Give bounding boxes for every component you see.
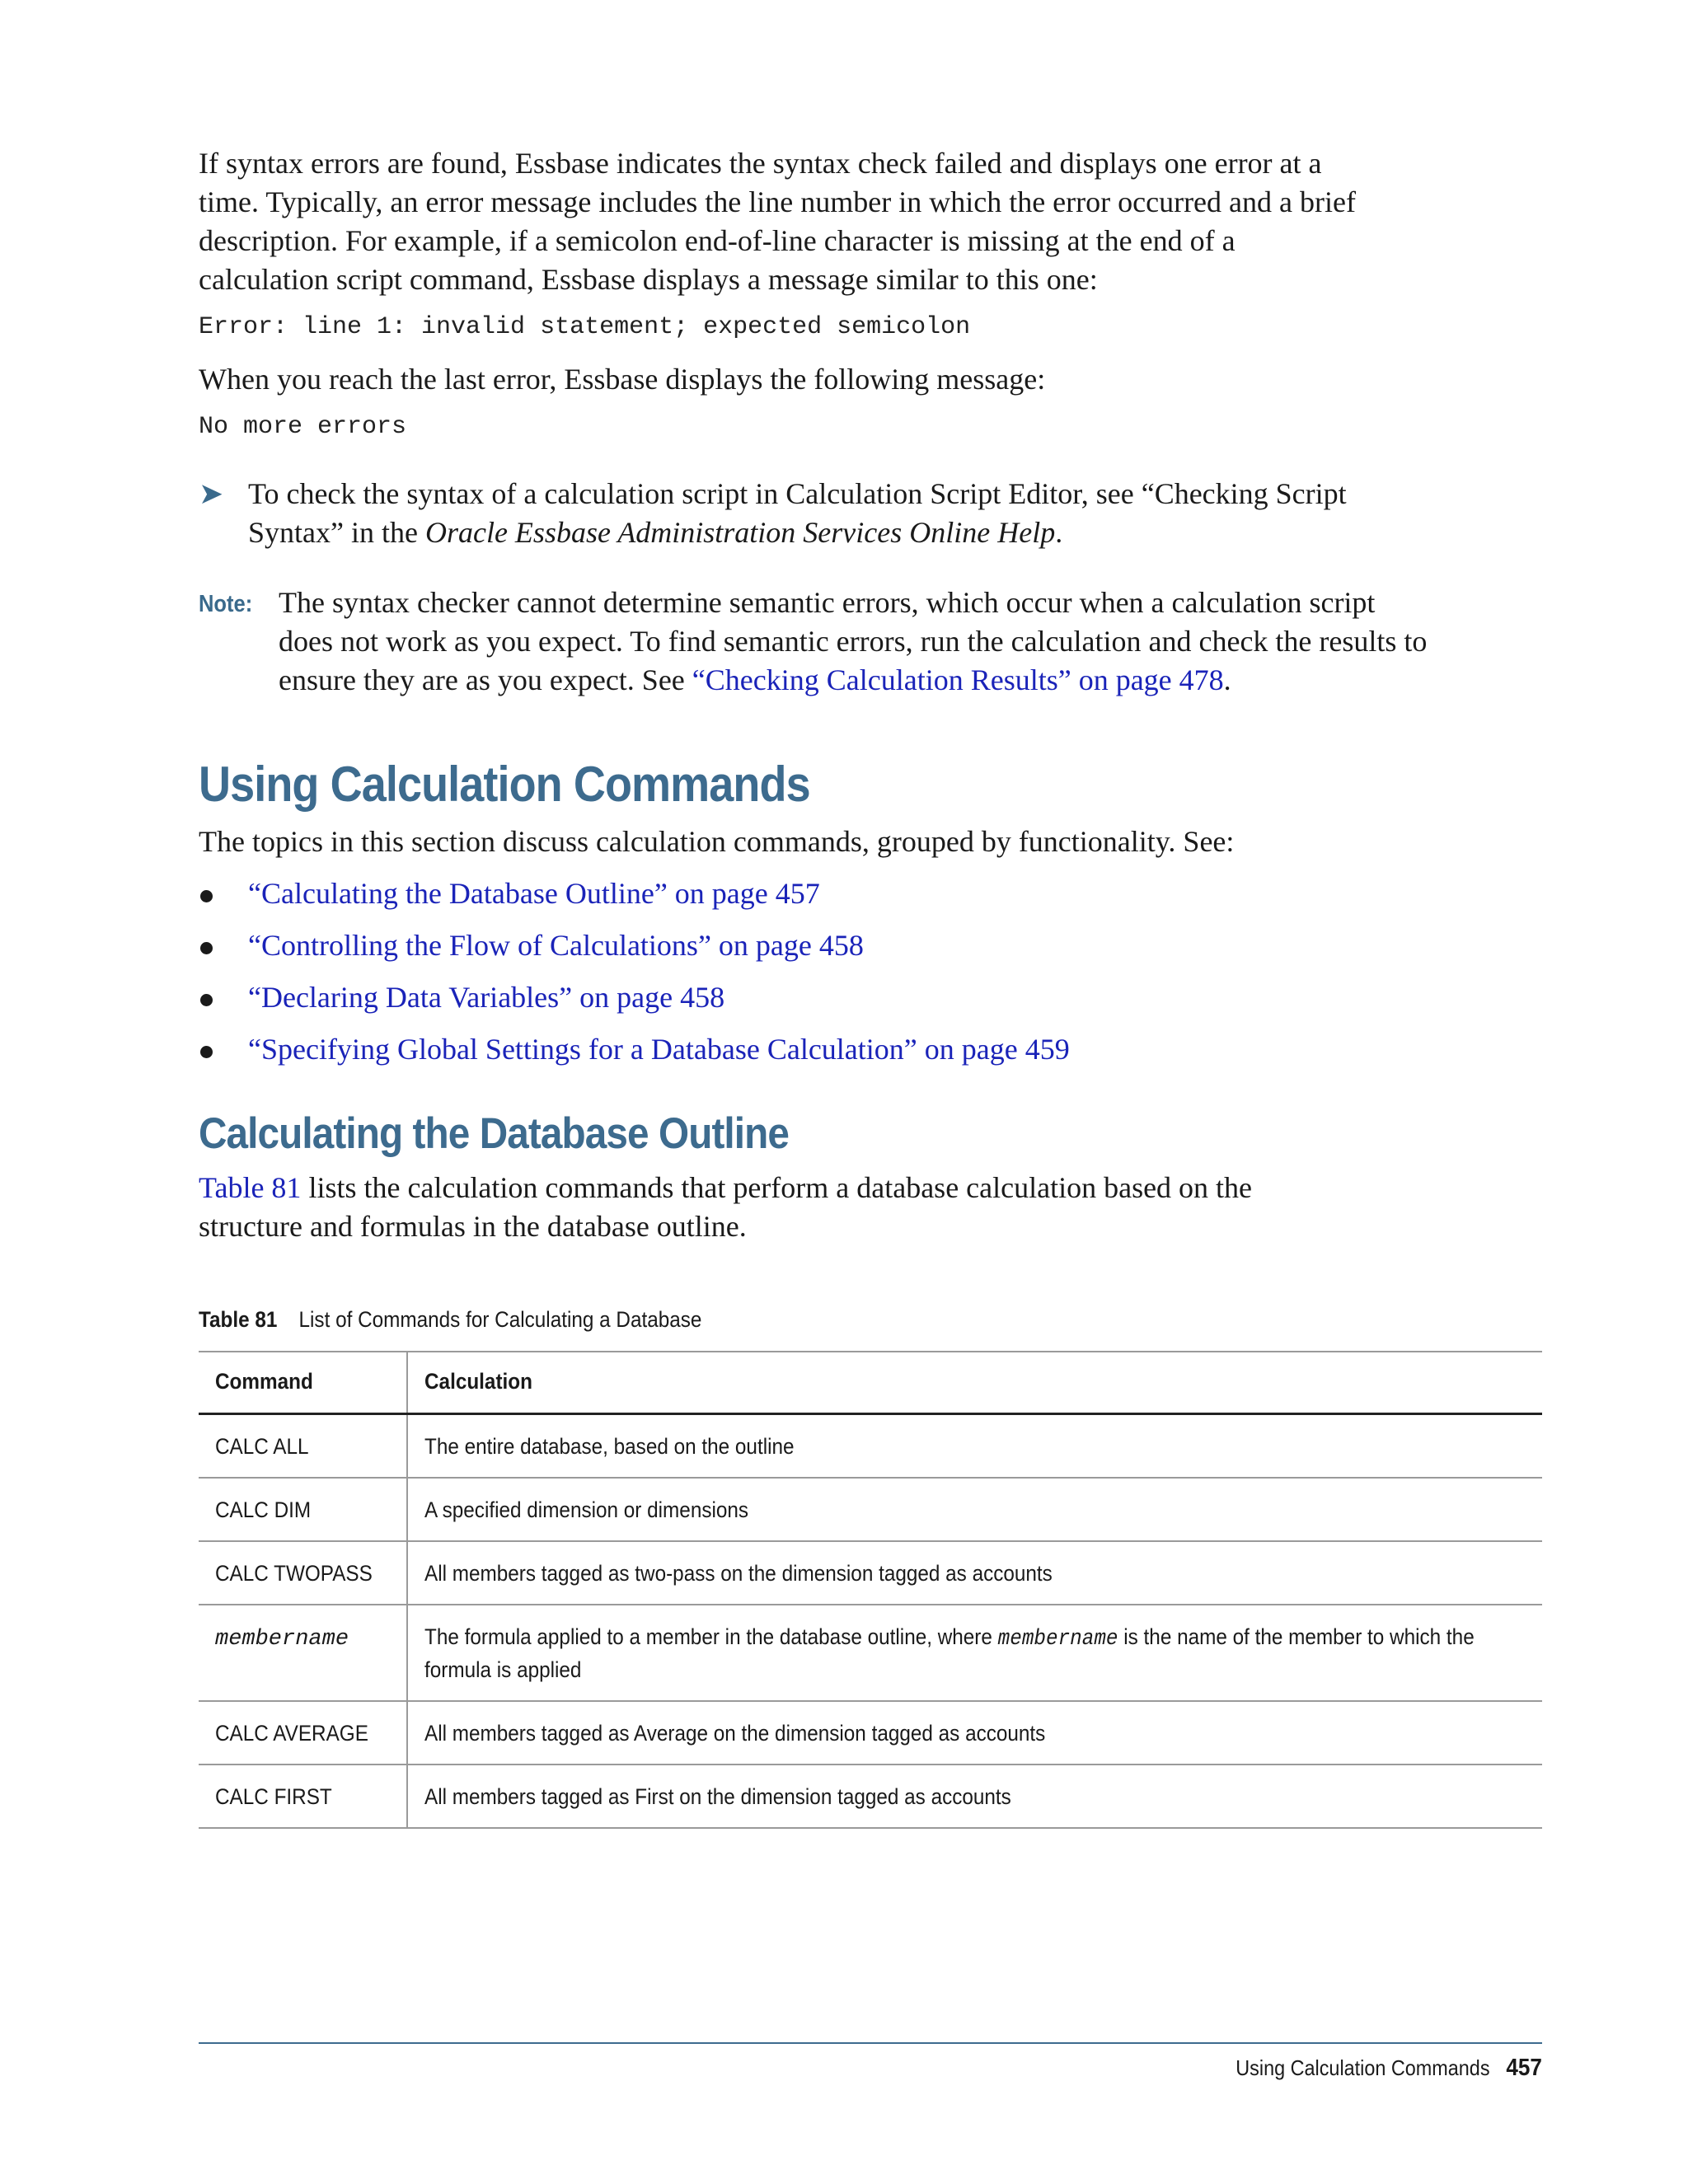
command-cell: CALC FIRST <box>199 1765 407 1828</box>
table-caption-title: List of Commands for Calculating a Database <box>298 1307 702 1332</box>
table-row <box>199 1541 1542 1605</box>
footer-text <box>1236 2055 1542 2082</box>
document-page <box>199 144 1542 1829</box>
topic-link[interactable]: “Declaring Data Variables” on page 458 <box>248 981 725 1014</box>
footer-section-name: Using Calculation Commands <box>1236 2055 1490 2080</box>
topic-link-list <box>199 874 1542 1069</box>
calculation-cell: A specified dimension or dimensions <box>407 1478 1542 1541</box>
calculation-cell: The entire database, based on the outline <box>407 1414 1542 1479</box>
list-item <box>199 926 1542 965</box>
section-title: Using Calculation Commands <box>199 757 810 812</box>
command-cell: CALC AVERAGE <box>199 1701 407 1765</box>
calculation-cell: The formula applied to a member in the database outline, where membername is the name of the member to which the formula is applied <box>407 1605 1542 1701</box>
procedure-text-end: . <box>1055 516 1063 549</box>
bullet-icon <box>200 890 213 902</box>
bullet-icon <box>200 942 213 954</box>
calculation-cell: All members tagged as Average on the dimension tagged as accounts <box>407 1701 1542 1765</box>
topic-link[interactable]: “Controlling the Flow of Calculations” on page 458 <box>248 929 864 962</box>
list-item <box>199 978 1542 1017</box>
command-cell: CALC TWOPASS <box>199 1541 407 1605</box>
commands-table <box>199 1351 1542 1829</box>
last-error-paragraph: When you reach the last error, Essbase displays the following message: <box>199 363 1046 396</box>
table-header-row <box>199 1352 1542 1414</box>
calculation-cell: All members tagged as First on the dimension tagged as accounts <box>407 1765 1542 1828</box>
footer-page-number: 457 <box>1506 2055 1542 2081</box>
table-row <box>199 1701 1542 1765</box>
table-row <box>199 1765 1542 1828</box>
table-caption <box>199 1307 1408 1333</box>
section-intro: The topics in this section discuss calculation commands, grouped by functionality. See: <box>199 825 1235 858</box>
note-block <box>199 583 1432 700</box>
note-text-end: . <box>1223 663 1231 696</box>
calculation-cell: All members tagged as two-pass on the dimension tagged as accounts <box>407 1541 1542 1605</box>
subsection-title: Calculating the Database Outline <box>199 1109 790 1158</box>
procedure-help-title: Oracle Essbase Administration Services Online Help <box>424 516 1056 549</box>
column-header-command: Command <box>199 1352 407 1414</box>
note-text-start: The syntax checker cannot determine semantic errors, which occur when a calculation script does not work as you expect. To find semantic errors, run the calculation and check the results to ensure they are as you expect. See <box>279 586 1428 696</box>
intro-paragraph: If syntax errors are found, Essbase indicates the syntax check failed and displays one error at a time. Typically, an error message includes the line number in which the error occurred and a brief description. For example, if a semicolon end-of-line character is missing at the end of a calculation script command, Essbase displays a message similar to this one: <box>199 147 1356 296</box>
bullet-icon <box>200 994 213 1006</box>
bullet-icon <box>200 1046 213 1058</box>
table-row <box>199 1414 1542 1479</box>
list-item <box>199 1030 1542 1069</box>
column-header-calculation: Calculation <box>407 1352 1542 1414</box>
procedure-text-start: To check the syntax of a calculation script in Calculation Script Editor, see “Checking Script Syntax” in the <box>248 477 1347 549</box>
command-cell: membername <box>199 1605 407 1701</box>
table-caption-number: Table 81 <box>199 1307 278 1332</box>
table-81-link[interactable]: Table 81 <box>199 1171 302 1204</box>
command-cell: CALC ALL <box>199 1414 407 1479</box>
subsection-paragraph-text: lists the calculation commands that perform a database calculation based on the structure and formulas in the database outline. <box>199 1171 1253 1243</box>
list-item <box>199 874 1542 913</box>
topic-link[interactable]: “Specifying Global Settings for a Database Calculation” on page 459 <box>248 1033 1070 1066</box>
subsection-paragraph <box>199 1169 1361 1246</box>
procedure-step <box>199 475 1402 552</box>
page-footer <box>199 2042 1542 2081</box>
topic-link[interactable]: “Calculating the Database Outline” on page 457 <box>248 877 820 910</box>
no-more-errors-code: No more errors <box>199 413 407 441</box>
arrow-right-icon: ➤ <box>199 477 224 511</box>
note-label: Note: <box>199 591 253 617</box>
table-row <box>199 1605 1542 1701</box>
error-code-sample: Error: line 1: invalid statement; expected semicolon <box>199 313 971 341</box>
command-cell: CALC DIM <box>199 1478 407 1541</box>
checking-results-link[interactable]: “Checking Calculation Results” on page 478 <box>692 663 1224 696</box>
table-row <box>199 1478 1542 1541</box>
